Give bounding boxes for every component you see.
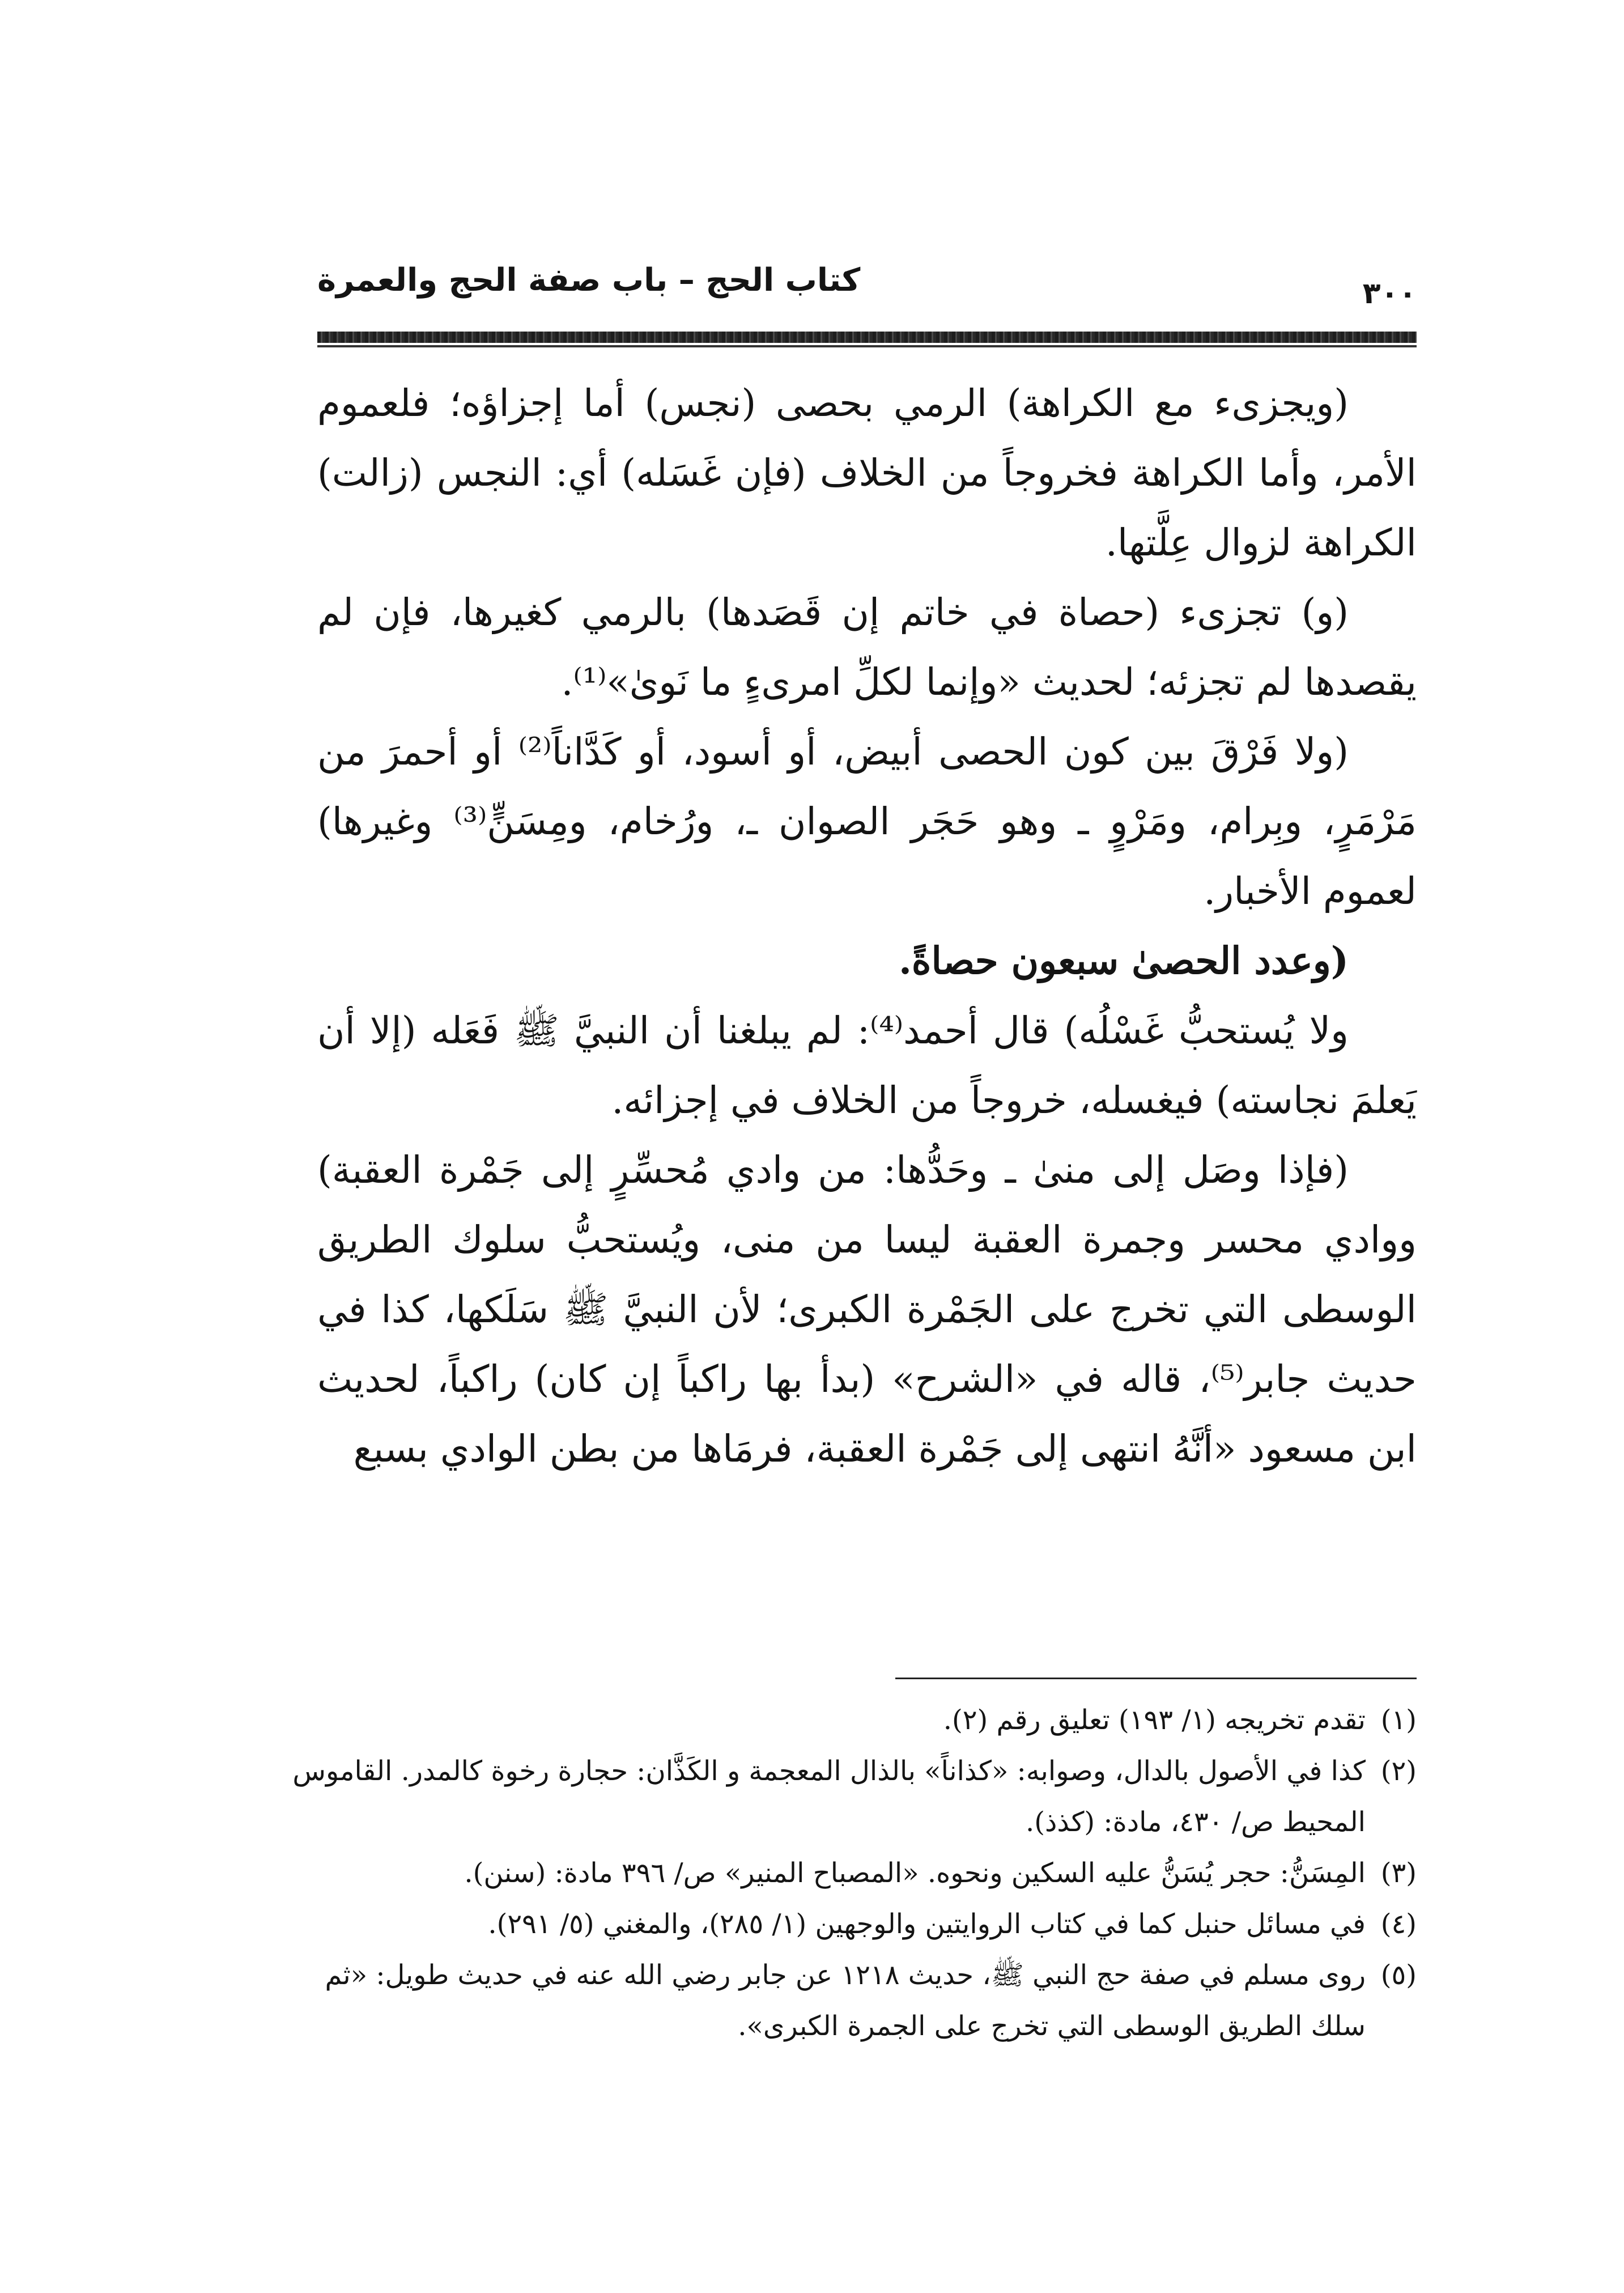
paragraph-text: ولا يُستحبُّ غَسْلُه) قال أحمد⁽⁴⁾: لم يبلغنا أن النبيَّ ﷺ فَعَله (إلا أن يَعلمَ نجاسته) فيغسله، خروجاً من الخلاف في إجزائه. xyxy=(317,1009,1417,1122)
footnote-number: (٥) xyxy=(1380,1959,1417,1991)
paragraph-text: (فإذا وصَل إلى منىٰ ـ وحَدُّها: من وادي مُحسِّرٍ إلى جَمْرة العقبة) ووادي محسر وجمرة العقبة ليسا من منى، ويُستحبُّ سلوك الطريق الوسطى التي تخرج على الجَمْرة الكبرى؛ لأن النبيَّ ﷺ سَلَكها، كذا في حديث جابر⁽⁵⁾، قاله في «الشرح» (بدأ بها راكباً إن كان) راكباً، لحديث ابن مسعود «أنَّهُ انتهى إلى جَمْرة العقبة، فرمَاها من بطن الوادي بسبع xyxy=(317,1148,1417,1471)
header-rule-thin xyxy=(317,345,1417,347)
footnotes xyxy=(283,1695,1417,2052)
paragraph xyxy=(317,996,1417,1135)
paragraph-text: (وعدد الحصىٰ سبعون حصاةً. xyxy=(898,939,1349,983)
footnote-text: المِسَنُّ: حجر يُسَنُّ عليه السكين ونحوه. «المصباح المنير» ص/ ٣٩٦ مادة: (سنن). xyxy=(464,1857,1366,1889)
paragraph-text: (و) تجزىء (حصاة في خاتم إن قَصَدها) بالرمي كغيرها، فإن لم يقصدها لم تجزئه؛ لحديث «وإنما لكلِّ امرىءٍ ما نَوىٰ»⁽¹⁾. xyxy=(317,591,1417,704)
footnote-number: (١) xyxy=(1380,1704,1417,1736)
footnote xyxy=(283,1950,1417,2052)
footnote-text: كذا في الأصول بالدال، وصوابه: «كذاناً» بالذال المعجمة و الكَذَّان: حجارة رخوة كالمدر. القاموس المحيط ص/ ٤٣٠، مادة: (كذذ). xyxy=(292,1755,1366,1838)
footnote xyxy=(283,1746,1417,1848)
footnote-text: تقدم تخريجه (١/ ١٩٣) تعليق رقم (٢). xyxy=(943,1704,1366,1736)
paragraph-text: (ولا فَرْقَ بين كون الحصى أبيض، أو أسود، أو كَدَّاناً⁽²⁾ أو أحمرَ من مَرْمَرٍ، وبِرام، ومَرْوٍ ـ وهو حَجَر الصوان ـ، ورُخام، ومِسَنٍّ⁽³⁾ وغيرها) لعموم الأخبار. xyxy=(317,730,1417,913)
footnote xyxy=(283,1848,1417,1899)
footnote-number: (٣) xyxy=(1380,1857,1417,1889)
page-number: ٣٠٠ xyxy=(1362,277,1417,311)
paragraph xyxy=(317,368,1417,578)
footnote-text: روى مسلم في صفة حج النبي ﷺ، حديث ١٢١٨ عن جابر رضي الله عنه في حديث طويل: «ثم سلك الطريق الوسطى التي تخرج على الجمرة الكبرى». xyxy=(325,1959,1366,2042)
page-header xyxy=(317,258,1417,326)
paragraph xyxy=(317,717,1417,926)
footnote xyxy=(283,1899,1417,1950)
footnote-separator xyxy=(895,1678,1417,1679)
header-rule xyxy=(317,332,1417,343)
paragraph xyxy=(317,578,1417,717)
paragraph-text: (ويجزىء مع الكراهة) الرمي بحصى (نجس) أما إجزاؤه؛ فلعموم الأمر، وأما الكراهة فخروجاً من الخلاف (فإن غَسَله) أي: النجس (زالت) الكراهة لزوال عِلَّتها. xyxy=(317,381,1417,564)
running-title: كتاب الحج – باب صفة الحج والعمرة xyxy=(317,262,861,299)
footnote-text: في مسائل حنبل كما في كتاب الروايتين والوجهين (١/ ٢٨٥)، والمغني (٥/ ٢٩١). xyxy=(488,1908,1366,1940)
main-text xyxy=(317,368,1417,1484)
footnote xyxy=(283,1695,1417,1746)
paragraph xyxy=(317,926,1417,996)
paragraph xyxy=(317,1135,1417,1484)
footnote-number: (٤) xyxy=(1380,1908,1417,1940)
footnote-number: (٢) xyxy=(1380,1755,1417,1787)
